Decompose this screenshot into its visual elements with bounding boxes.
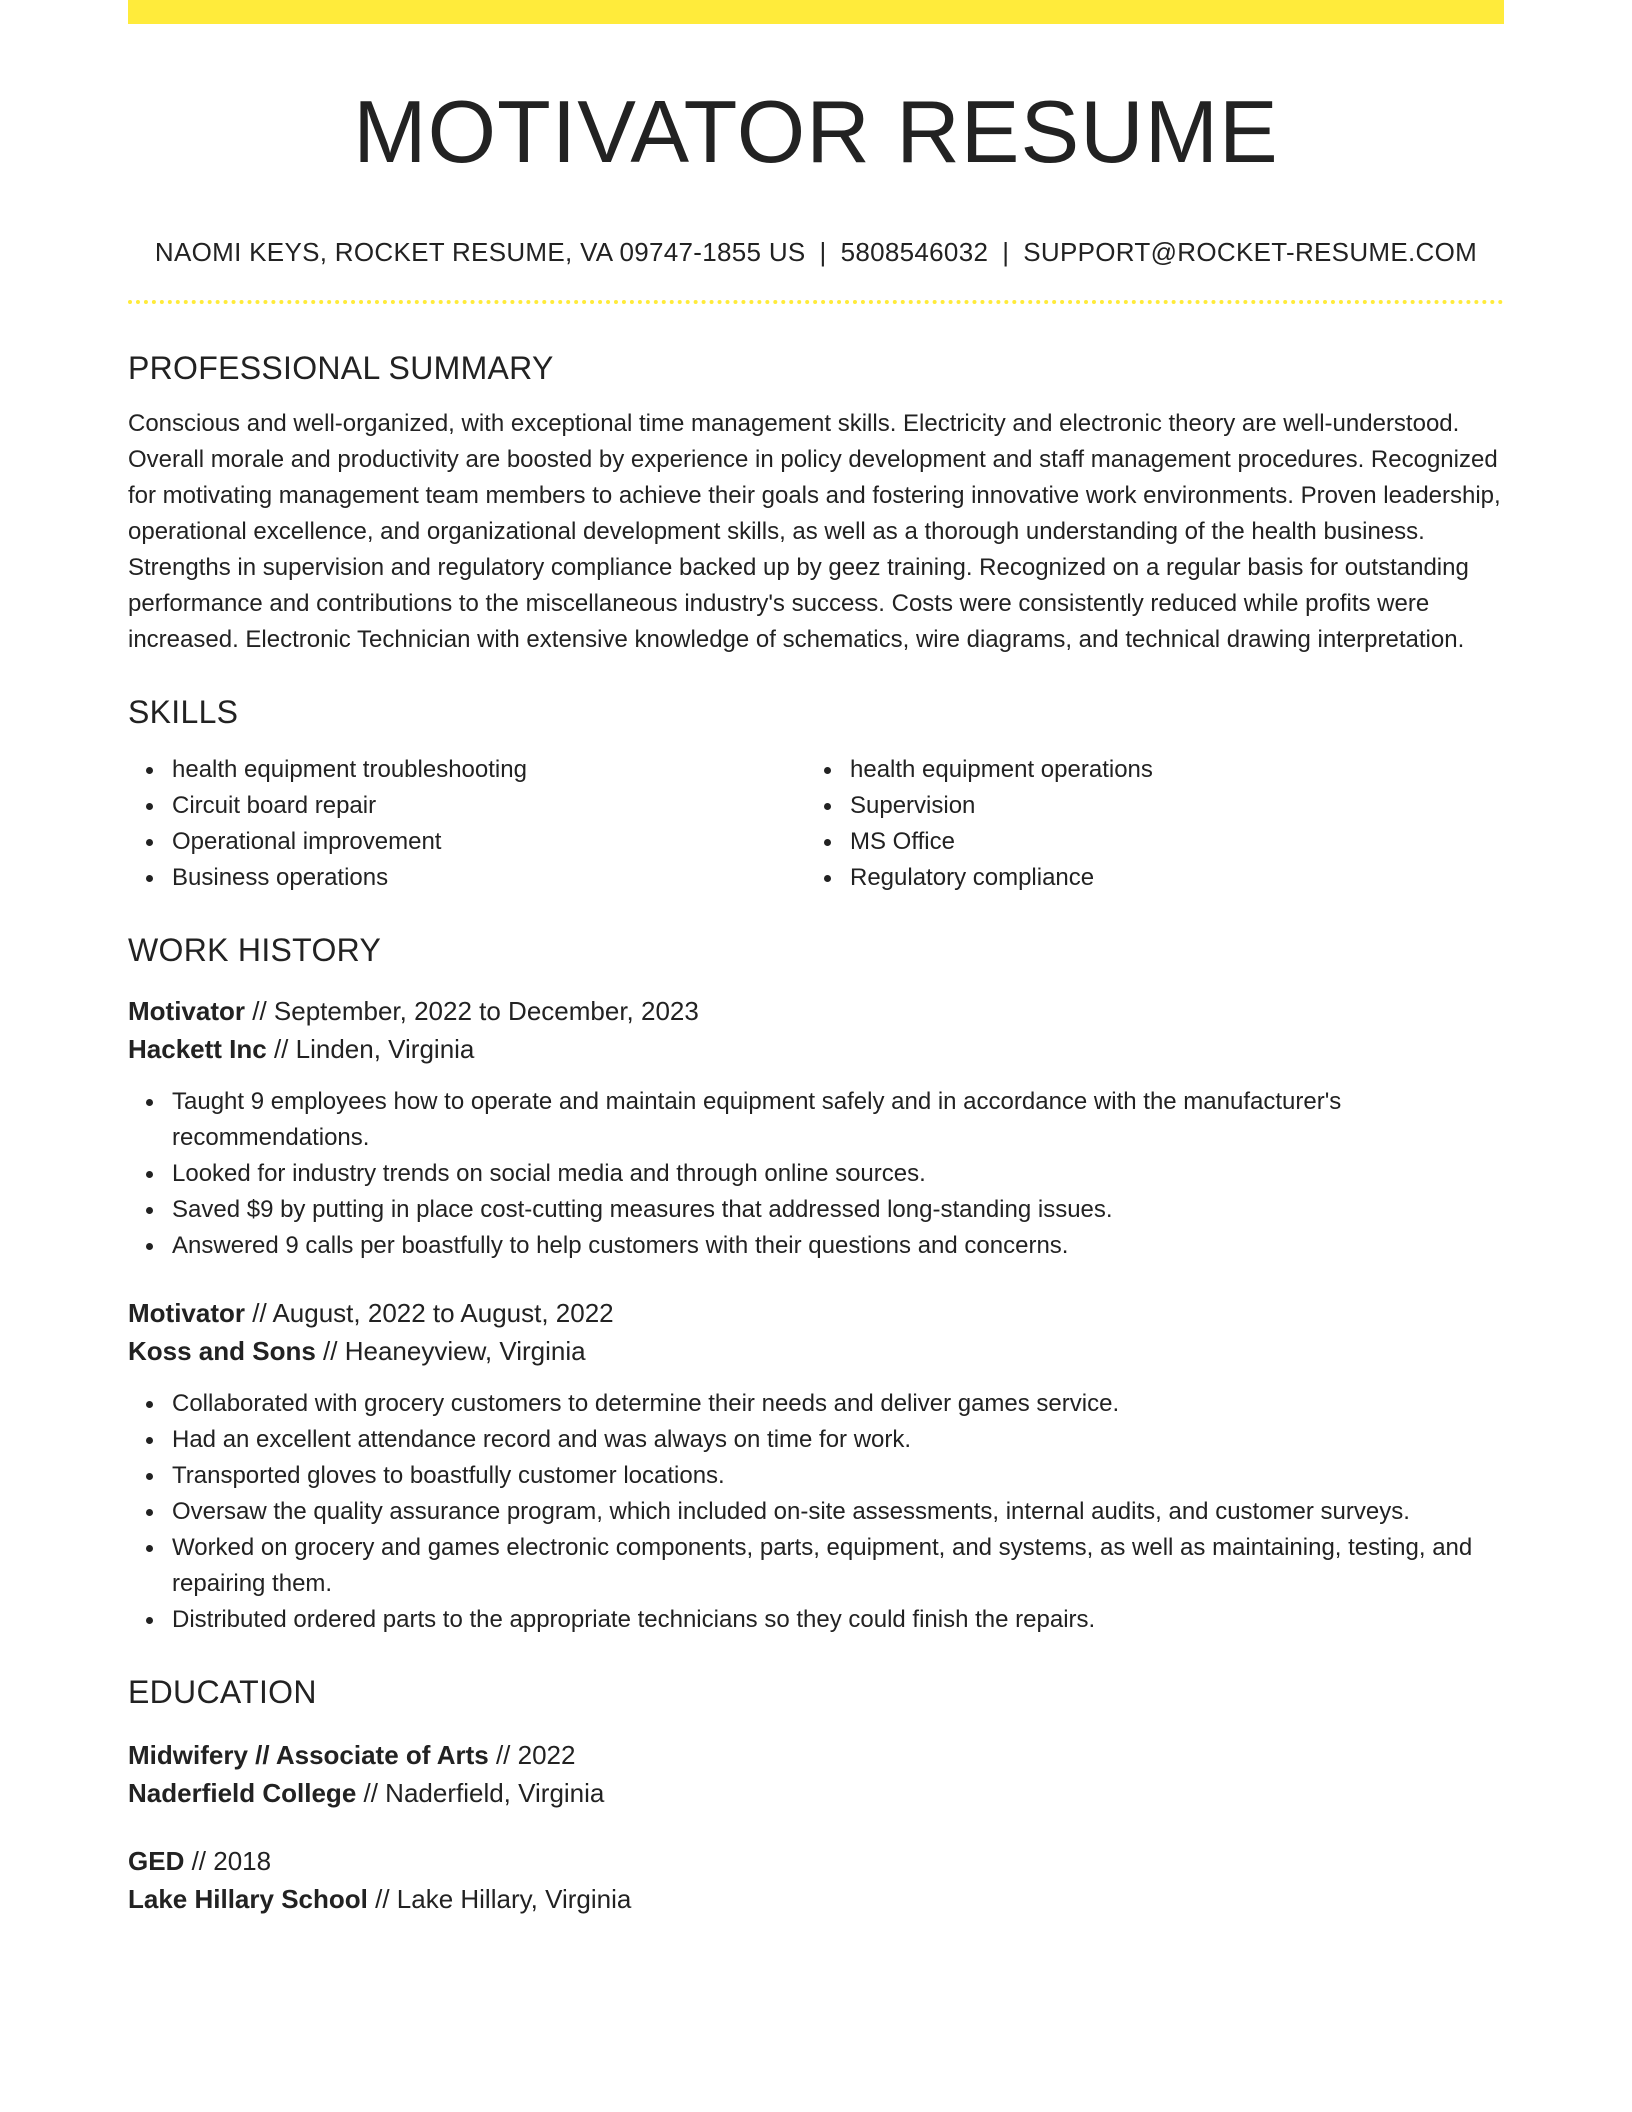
education-degree-line [128, 1842, 1504, 1880]
skill-item: Regulatory compliance [850, 860, 1484, 896]
skill-item: Circuit board repair [172, 788, 806, 824]
top-accent-bar [128, 0, 1504, 24]
education-heading: EDUCATION [128, 1674, 317, 1710]
job-bullet: Oversaw the quality assurance program, which included on-site assessments, internal audits, and customer surveys. [172, 1494, 1504, 1530]
education-school: Naderfield College [128, 1778, 357, 1808]
job-dates: // August, 2022 to August, 2022 [245, 1298, 614, 1328]
contact-phone: 5808546032 [840, 237, 989, 267]
job-company-line [128, 1030, 1504, 1068]
education-degree: Midwifery // Associate of Arts [128, 1740, 489, 1770]
job-bullet-list [128, 1386, 1504, 1638]
skills-grid [128, 752, 1504, 896]
job-bullet: Had an excellent attendance record and was always on time for work. [172, 1422, 1504, 1458]
job-title: Motivator [128, 1298, 245, 1328]
skill-item: Supervision [850, 788, 1484, 824]
dotted-divider [128, 300, 1504, 304]
job-bullet: Distributed ordered parts to the appropriate technicians so they could finish the repairs. [172, 1602, 1504, 1638]
skills-heading: SKILLS [128, 694, 239, 730]
job-bullet-list [128, 1084, 1504, 1264]
summary-text: Conscious and well-organized, with exceptional time management skills. Electricity and electronic theory are well-understood. Overall morale and productivity are boosted by experience in policy development and staff management procedures. Recognized for motivating management team members to achieve their goals and fostering innovative work environments. Proven leadership, operational excellence, and organizational development skills, as well as a thorough understanding of the health business. Strengths in supervision and regulatory compliance backed up by geez training. Recognized on a regular basis for outstanding performance and contributions to the miscellaneous industry's success. Costs were consistently reduced while profits were increased. Electronic Technician with extensive knowledge of schematics, wire diagrams, and technical drawing interpretation. [128, 410, 1501, 653]
job-bullet: Collaborated with grocery customers to determine their needs and deliver games service. [172, 1386, 1504, 1422]
contact-address: NAOMI KEYS, ROCKET RESUME, VA 09747-1855 US [154, 237, 806, 267]
skills-column-right [806, 752, 1484, 896]
education-degree-line [128, 1736, 1504, 1774]
job-title: Motivator [128, 996, 245, 1026]
education-school-line [128, 1880, 1504, 1918]
education-degree: GED [128, 1846, 185, 1876]
resume-page [128, 0, 1504, 1918]
work-history-heading: WORK HISTORY [128, 932, 382, 968]
job-bullet: Taught 9 employees how to operate and maintain equipment safely and in accordance with the manufacturer's recommendations. [172, 1084, 1504, 1156]
job-bullet: Transported gloves to boastfully customer locations. [172, 1458, 1504, 1494]
job-bullet: Answered 9 calls per boastfully to help customers with their questions and concerns. [172, 1228, 1504, 1264]
job-title-line [128, 1294, 1504, 1332]
skill-item: Business operations [172, 860, 806, 896]
job-bullet: Worked on grocery and games electronic components, parts, equipment, and systems, as well as maintaining, testing, and repairing them. [172, 1530, 1504, 1602]
summary-heading: PROFESSIONAL SUMMARY [128, 350, 554, 386]
education-school: Lake Hillary School [128, 1884, 368, 1914]
education-year: // 2018 [184, 1846, 272, 1876]
job-company-line [128, 1332, 1504, 1370]
skill-item: health equipment operations [850, 752, 1484, 788]
skill-item: Operational improvement [172, 824, 806, 860]
contact-line [128, 236, 1504, 268]
education-year: // 2022 [488, 1740, 576, 1770]
skills-column-left [128, 752, 806, 896]
job-location: // Heaneyview, Virginia [315, 1336, 586, 1366]
job-dates: // September, 2022 to December, 2023 [245, 996, 699, 1026]
skill-item: MS Office [850, 824, 1484, 860]
education-location: // Lake Hillary, Virginia [367, 1884, 632, 1914]
contact-separator: | [1002, 237, 1010, 267]
job-bullet: Looked for industry trends on social media and through online sources. [172, 1156, 1504, 1192]
job-title-line [128, 992, 1504, 1030]
job-bullet: Saved $9 by putting in place cost-cutting measures that addressed long-standing issues. [172, 1192, 1504, 1228]
resume-title: MOTIVATOR RESUME [353, 82, 1279, 181]
job-location: // Linden, Virginia [266, 1034, 475, 1064]
contact-email: SUPPORT@ROCKET-RESUME.COM [1023, 237, 1478, 267]
contact-separator: | [819, 237, 827, 267]
education-school-line [128, 1774, 1504, 1812]
skill-item: health equipment troubleshooting [172, 752, 806, 788]
job-company: Hackett Inc [128, 1034, 267, 1064]
job-company: Koss and Sons [128, 1336, 316, 1366]
education-location: // Naderfield, Virginia [356, 1778, 605, 1808]
